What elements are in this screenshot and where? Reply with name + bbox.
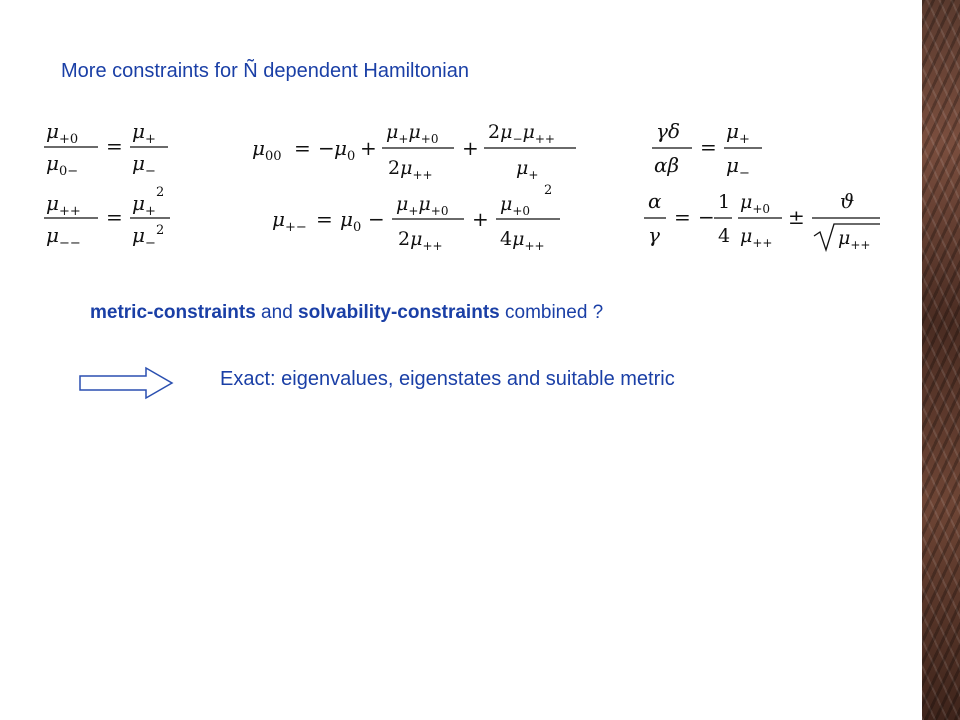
svg-text:μ+: $\mu_+$ — [516, 157, 539, 182]
svg-text:=: = — [294, 136, 311, 160]
svg-text:2μ−μ++: $2\mu_-\mu_{++}$ — [488, 121, 555, 146]
svg-text:μ++: $\mu_{++}$ — [838, 227, 871, 252]
svg-text:μ−: $\mu_-$ — [132, 223, 156, 251]
svg-text:4μ++: $4\mu_{++}$ — [500, 228, 545, 253]
metric-constraints-term: metric-constraints — [90, 302, 256, 323]
svg-text:μ+: $\mu_+$ — [132, 119, 156, 147]
svg-text:4: 4 — [718, 225, 731, 247]
svg-text:+: + — [360, 136, 377, 160]
solvability-constraints-term: solvability-constraints — [298, 302, 500, 323]
svg-text:μ−−: $\mu_{--}$ — [46, 223, 81, 251]
svg-text:μ+0: $\mu_{+0}$ — [500, 193, 531, 218]
formula-alpha-gamma — [640, 180, 890, 260]
svg-text:=: = — [106, 134, 123, 158]
svg-text:α: α — [648, 189, 662, 213]
svg-text:αβ: αβ — [654, 153, 680, 177]
svg-text:γ: γ — [648, 223, 660, 247]
svg-text:μ00: $\mu_{00}$ — [252, 136, 282, 164]
svg-text:±: ± — [788, 205, 805, 229]
svg-text:μ+0: $\mu_{+0}$ — [46, 119, 79, 147]
svg-text:+: + — [472, 207, 489, 231]
svg-text:μ++: $\mu_{++}$ — [46, 191, 81, 219]
svg-text:2: 2 — [544, 183, 553, 198]
constraints-statement — [90, 302, 603, 324]
side-texture-image — [922, 0, 960, 720]
svg-text:+: + — [462, 136, 479, 160]
svg-text:ϑ: ϑ — [840, 189, 855, 213]
svg-text:=: = — [106, 205, 123, 229]
formula-mu00 — [248, 112, 588, 184]
svg-text:μ+: $\mu_+$ — [132, 191, 156, 219]
svg-text:=: = — [316, 207, 333, 231]
svg-text:1: 1 — [718, 191, 731, 213]
svg-text:μ−: $\mu_-$ — [132, 151, 156, 179]
svg-text:−: − — [698, 205, 715, 229]
and-connector: and — [255, 302, 299, 323]
svg-text:2μ++: $2\mu_{++}$ — [398, 228, 443, 253]
svg-text:γδ: γδ — [656, 119, 680, 143]
svg-text:μ0−: $\mu_{0-}$ — [46, 151, 79, 179]
svg-text:μ+μ+0: $\mu_+\mu_{+0}$ — [386, 121, 439, 146]
svg-text:−: − — [368, 207, 385, 231]
svg-text:μ+−: $\mu_{+-}$ — [272, 207, 307, 235]
svg-text:2: 2 — [156, 223, 165, 238]
svg-text:μ+μ+0: $\mu_+\mu_{+0}$ — [396, 193, 449, 218]
svg-text:μ+: $\mu_+$ — [726, 119, 750, 147]
result-text: Exact: eigenvalues, eigenstates and suitable metric — [220, 368, 675, 390]
svg-text:−: − — [318, 136, 335, 160]
svg-text:μ+0: $\mu_{+0}$ — [740, 191, 771, 216]
svg-text:μ0: $\mu_0$ — [340, 207, 362, 235]
formula-gamma-delta — [648, 112, 778, 184]
statement-tail: combined ? — [499, 302, 604, 323]
svg-text:μ++: $\mu_{++}$ — [740, 225, 773, 250]
slide-title: More constraints for Ñ dependent Hamiltonian — [61, 60, 469, 82]
formula-ratio-mu-plusplus — [40, 180, 190, 258]
svg-text:2μ++: $2\mu_{++}$ — [388, 157, 433, 182]
svg-text:=: = — [674, 205, 691, 229]
formula-mu-plus-minus — [268, 180, 578, 260]
right-arrow-icon — [78, 365, 178, 401]
svg-text:2: 2 — [156, 185, 165, 200]
svg-text:μ−: $\mu_-$ — [726, 153, 750, 181]
svg-text:=: = — [700, 135, 717, 159]
svg-text:μ0: $\mu_0$ — [334, 136, 356, 164]
formula-ratio-mu-plus0 — [40, 112, 190, 182]
